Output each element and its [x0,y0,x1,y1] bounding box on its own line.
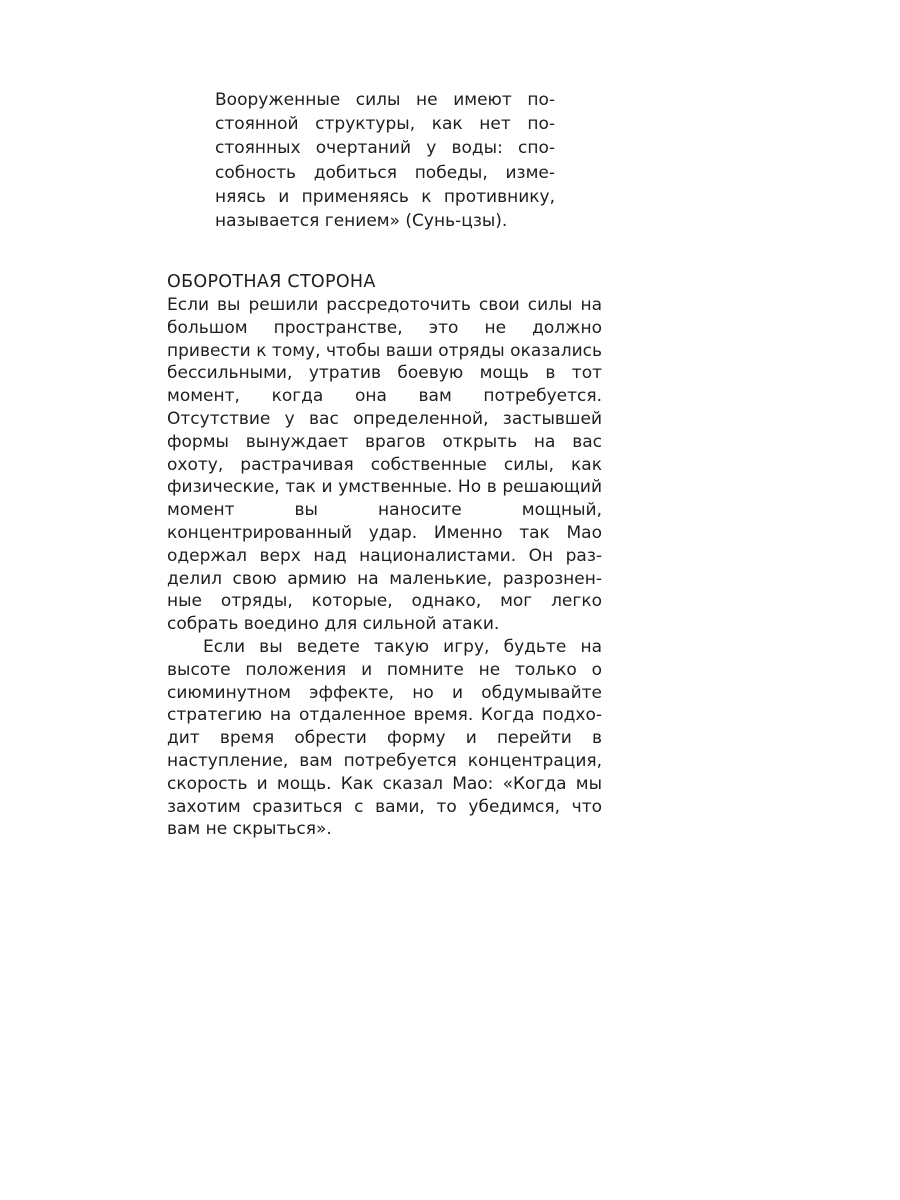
section-heading: ОБОРОТНАЯ СТОРОНА [167,272,376,292]
section-body [167,294,602,841]
body-paragraph-1: Если вы решили рассредоточить свои силы на большом пространстве, это не должно привести к тому, чтобы ваши отряды оказались бессильными, утратив боевую мощь в тот момент, когда она вам потребуется. Отсутствие у вас определенной, застывшей формы вынуждает врагов открыть на вас охоту, растрачивая собственные силы, как физические, так и умственные. Но в решающий момент вы наносите мощный, концентрированный удар. Именно так Мао одержал верх над националистами. Он разделил свою армию на маленькие, разрозненные отряды, которые, однако, мог легко собрать воедино для сильной атаки. [167,295,602,635]
quote-paragraph: Вооруженные силы не имеют постоянной структуры, как нет постоянных очертаний у воды: способность добиться победы, изменяясь и применяясь к противнику, называется гением» (Сунь-цзы). [215,90,555,232]
body-paragraph-2: Если вы ведете такую игру, будьте на высоте положения и помните не только о сиюминутном эффекте, но и обдумывайте стратегию на отдаленное время. Когда подходит время обрести форму и перейти в наступление, вам потребуется концентрация, скорость и мощь. Как сказал Мао: «Когда мы захотим сразиться с вами, то убедимся, что вам не скрыться». [167,636,602,840]
